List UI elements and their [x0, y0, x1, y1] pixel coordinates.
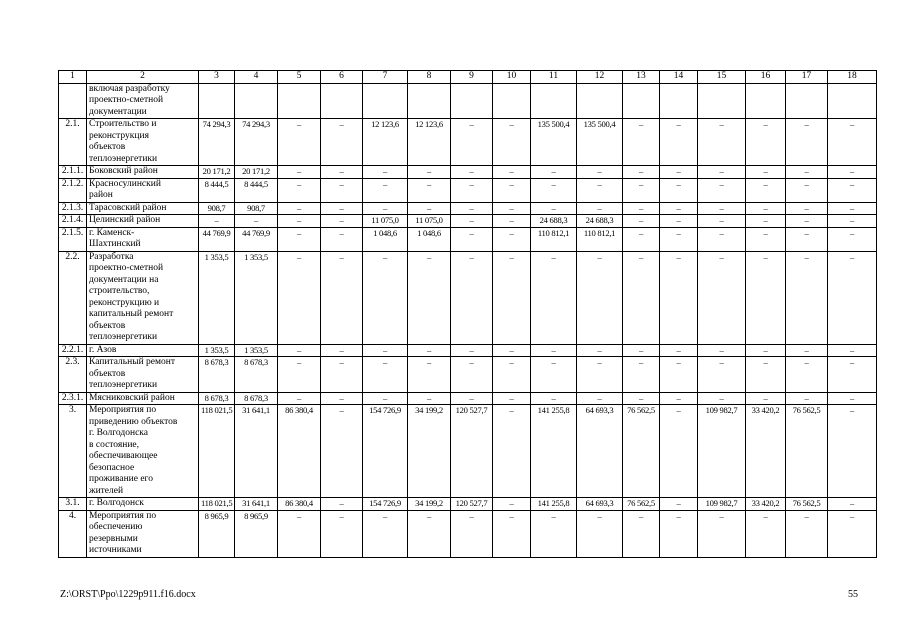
column-header: 11: [531, 71, 577, 84]
table-cell: –: [660, 166, 698, 179]
table-cell: –: [408, 357, 451, 393]
table-cell: –: [828, 166, 877, 179]
table-row: [59, 83, 877, 119]
table-cell: –: [363, 510, 408, 557]
table-cell: –: [698, 202, 746, 215]
table-cell: 1 353,5: [199, 344, 235, 357]
table-cell: –: [235, 215, 278, 228]
column-header: 2: [87, 71, 199, 84]
table-cell: –: [363, 251, 408, 344]
row-name: Мероприятия по приведению объектов г. Волгодонска в состояние, обеспечивающее безопасное проживание его жителей: [87, 405, 199, 498]
table-cell: –: [577, 344, 623, 357]
table-cell: –: [786, 344, 828, 357]
column-header: 7: [363, 71, 408, 84]
table-cell: [623, 83, 660, 119]
table-cell: 24 688,3: [531, 215, 577, 228]
table-cell: 11 075,0: [363, 215, 408, 228]
table-cell: –: [786, 227, 828, 251]
row-name: включая разработку проектно-сметной документации: [87, 83, 199, 119]
table-cell: –: [321, 166, 363, 179]
table-row: [59, 405, 877, 498]
table-cell: –: [623, 227, 660, 251]
table-cell: [408, 83, 451, 119]
table-cell: –: [623, 119, 660, 166]
table-cell: –: [278, 392, 321, 405]
row-name: Строительство и реконструкция объектов теплоэнергетики: [87, 119, 199, 166]
row-number: [59, 83, 87, 119]
table-cell: 1 048,6: [363, 227, 408, 251]
table-row: [59, 119, 877, 166]
table-cell: –: [493, 227, 531, 251]
table-cell: –: [698, 178, 746, 202]
table-cell: 20 171,2: [199, 166, 235, 179]
table-cell: –: [278, 251, 321, 344]
table-cell: 76 562,5: [786, 498, 828, 511]
table-cell: 120 527,7: [451, 498, 493, 511]
table-cell: –: [321, 119, 363, 166]
row-number: 3.: [59, 405, 87, 498]
table-cell: [199, 83, 235, 119]
table-row: [59, 166, 877, 179]
table-cell: 8 678,3: [199, 357, 235, 393]
row-number: 2.1.: [59, 119, 87, 166]
table-row: [59, 357, 877, 393]
table-cell: –: [321, 344, 363, 357]
table-cell: [660, 83, 698, 119]
table-cell: –: [577, 251, 623, 344]
table-cell: 24 688,3: [577, 215, 623, 228]
column-header: 4: [235, 71, 278, 84]
table-cell: –: [786, 202, 828, 215]
column-header: 18: [828, 71, 877, 84]
table-cell: –: [786, 119, 828, 166]
table-cell: –: [623, 510, 660, 557]
table-cell: 118 021,5: [199, 498, 235, 511]
table-cell: 109 982,7: [698, 498, 746, 511]
column-header: 1: [59, 71, 87, 84]
column-header: 13: [623, 71, 660, 84]
row-number: 2.1.3.: [59, 202, 87, 215]
table-cell: –: [660, 202, 698, 215]
table-cell: –: [746, 166, 786, 179]
table-cell: 64 693,3: [577, 405, 623, 498]
table-cell: –: [451, 392, 493, 405]
table-cell: –: [786, 357, 828, 393]
table-cell: 34 199,2: [408, 405, 451, 498]
table-cell: –: [363, 202, 408, 215]
table-cell: –: [321, 357, 363, 393]
table-cell: –: [451, 166, 493, 179]
table-cell: –: [660, 510, 698, 557]
table-cell: [278, 83, 321, 119]
table-cell: –: [698, 166, 746, 179]
table-row: [59, 498, 877, 511]
table-cell: –: [363, 178, 408, 202]
table-cell: –: [493, 392, 531, 405]
table-cell: –: [321, 178, 363, 202]
table-cell: –: [493, 357, 531, 393]
table-cell: 31 641,1: [235, 405, 278, 498]
row-name: Целинский район: [87, 215, 199, 228]
table-cell: 76 562,5: [623, 498, 660, 511]
table-cell: –: [746, 178, 786, 202]
table-cell: 74 294,3: [235, 119, 278, 166]
table-cell: –: [278, 510, 321, 557]
table-cell: 8 965,9: [199, 510, 235, 557]
table-cell: –: [828, 119, 877, 166]
table-cell: 109 982,7: [698, 405, 746, 498]
table-cell: –: [623, 215, 660, 228]
table-cell: 8 444,5: [235, 178, 278, 202]
table-cell: –: [828, 215, 877, 228]
table-cell: –: [828, 510, 877, 557]
page-number: 55: [848, 589, 858, 600]
table-cell: –: [451, 178, 493, 202]
table-cell: [531, 83, 577, 119]
table-cell: 154 726,9: [363, 405, 408, 498]
table-cell: –: [698, 510, 746, 557]
table-cell: 110 812,1: [531, 227, 577, 251]
table-cell: 11 075,0: [408, 215, 451, 228]
row-name: Мероприятия по обеспечению резервными источниками: [87, 510, 199, 557]
table-cell: –: [278, 227, 321, 251]
table-cell: [235, 83, 278, 119]
table-cell: [746, 83, 786, 119]
column-header: 17: [786, 71, 828, 84]
table-cell: –: [698, 215, 746, 228]
row-name: Мясниковский район: [87, 392, 199, 405]
table-cell: –: [451, 119, 493, 166]
table-cell: 64 693,3: [577, 498, 623, 511]
table-cell: 110 812,1: [577, 227, 623, 251]
table-cell: 8 678,3: [235, 392, 278, 405]
table-cell: [577, 83, 623, 119]
table-cell: –: [408, 510, 451, 557]
table-cell: –: [660, 119, 698, 166]
table-cell: –: [321, 510, 363, 557]
table-cell: –: [577, 392, 623, 405]
table-cell: 120 527,7: [451, 405, 493, 498]
table-cell: –: [660, 405, 698, 498]
table-cell: 44 769,9: [235, 227, 278, 251]
table-cell: –: [363, 392, 408, 405]
table-cell: –: [531, 510, 577, 557]
table-cell: –: [408, 178, 451, 202]
table-cell: –: [698, 251, 746, 344]
column-header: 12: [577, 71, 623, 84]
table-cell: –: [531, 344, 577, 357]
table-cell: 1 353,5: [199, 251, 235, 344]
table-cell: –: [623, 392, 660, 405]
table-cell: 135 500,4: [531, 119, 577, 166]
table-cell: –: [451, 510, 493, 557]
table-cell: –: [828, 251, 877, 344]
table-cell: 20 171,2: [235, 166, 278, 179]
table-cell: –: [493, 166, 531, 179]
table-cell: –: [278, 344, 321, 357]
table-cell: –: [623, 166, 660, 179]
table-cell: –: [531, 202, 577, 215]
table-cell: 12 123,6: [408, 119, 451, 166]
table-cell: –: [786, 251, 828, 344]
table-cell: [363, 83, 408, 119]
table-cell: –: [786, 392, 828, 405]
table-cell: –: [746, 119, 786, 166]
table-cell: –: [828, 202, 877, 215]
table-body: [59, 71, 877, 558]
table-cell: –: [828, 405, 877, 498]
table-cell: –: [828, 227, 877, 251]
table-cell: 34 199,2: [408, 498, 451, 511]
table-cell: –: [493, 215, 531, 228]
table-cell: –: [363, 166, 408, 179]
table-cell: –: [408, 166, 451, 179]
row-name: г. Волгодонск: [87, 498, 199, 511]
table-cell: –: [577, 510, 623, 557]
row-name: г. Каменск- Шахтинский: [87, 227, 199, 251]
table-cell: 141 255,8: [531, 498, 577, 511]
header-row: [59, 71, 877, 84]
row-number: 4.: [59, 510, 87, 557]
column-header: 15: [698, 71, 746, 84]
table-cell: –: [493, 178, 531, 202]
table-cell: –: [828, 498, 877, 511]
table-cell: –: [451, 202, 493, 215]
table-cell: [451, 83, 493, 119]
row-number: 2.1.2.: [59, 178, 87, 202]
column-header: 3: [199, 71, 235, 84]
table-cell: 1 353,5: [235, 344, 278, 357]
row-number: 2.3.1.: [59, 392, 87, 405]
table-cell: –: [408, 344, 451, 357]
table-cell: –: [623, 344, 660, 357]
table-cell: –: [493, 344, 531, 357]
table-cell: –: [493, 202, 531, 215]
table-cell: –: [828, 357, 877, 393]
row-name: Боковский район: [87, 166, 199, 179]
table-cell: 44 769,9: [199, 227, 235, 251]
table-cell: –: [577, 202, 623, 215]
table-cell: –: [451, 215, 493, 228]
table-cell: 76 562,5: [623, 405, 660, 498]
table-cell: –: [531, 392, 577, 405]
table-cell: 33 420,2: [746, 498, 786, 511]
table-cell: –: [278, 166, 321, 179]
table-cell: –: [278, 215, 321, 228]
table-cell: 76 562,5: [786, 405, 828, 498]
row-number: 2.3.: [59, 357, 87, 393]
table-cell: 8 678,3: [199, 392, 235, 405]
table-cell: –: [199, 215, 235, 228]
table-cell: –: [321, 251, 363, 344]
table-cell: 8 965,9: [235, 510, 278, 557]
table-cell: –: [698, 392, 746, 405]
table-cell: 86 380,4: [278, 405, 321, 498]
table-cell: –: [746, 251, 786, 344]
table-cell: –: [786, 215, 828, 228]
table-cell: –: [321, 392, 363, 405]
row-number: 3.1.: [59, 498, 87, 511]
table-cell: 141 255,8: [531, 405, 577, 498]
table-cell: –: [451, 227, 493, 251]
table-row: [59, 202, 877, 215]
table-cell: –: [577, 178, 623, 202]
column-header: 9: [451, 71, 493, 84]
table-cell: –: [278, 202, 321, 215]
table-cell: –: [363, 344, 408, 357]
table-cell: –: [531, 178, 577, 202]
table-cell: –: [698, 119, 746, 166]
table-cell: –: [408, 392, 451, 405]
table-cell: –: [363, 357, 408, 393]
table-cell: 135 500,4: [577, 119, 623, 166]
table-row: [59, 344, 877, 357]
row-name: Разработка проектно-сметной документации на строительство, реконструкцию и капитальный ремонт объектов теплоэнергетики: [87, 251, 199, 344]
table-cell: –: [746, 392, 786, 405]
table-row: [59, 251, 877, 344]
table-cell: –: [321, 405, 363, 498]
table-cell: –: [278, 178, 321, 202]
column-header: 8: [408, 71, 451, 84]
table-cell: 74 294,3: [199, 119, 235, 166]
column-header: 14: [660, 71, 698, 84]
table-cell: –: [321, 227, 363, 251]
table-cell: –: [623, 178, 660, 202]
table-cell: [493, 83, 531, 119]
row-name: Красносулинский район: [87, 178, 199, 202]
table-cell: –: [746, 215, 786, 228]
table-cell: –: [493, 119, 531, 166]
table-cell: –: [660, 251, 698, 344]
table-cell: 12 123,6: [363, 119, 408, 166]
table-cell: –: [408, 251, 451, 344]
table-cell: 1 048,6: [408, 227, 451, 251]
table-cell: 31 641,1: [235, 498, 278, 511]
table-cell: –: [786, 178, 828, 202]
table-cell: 1 353,5: [235, 251, 278, 344]
table-cell: –: [828, 392, 877, 405]
row-number: 2.2.: [59, 251, 87, 344]
table-cell: –: [660, 392, 698, 405]
table-cell: –: [698, 344, 746, 357]
table-cell: –: [577, 166, 623, 179]
table-cell: –: [786, 166, 828, 179]
table-cell: –: [531, 251, 577, 344]
row-number: 2.2.1.: [59, 344, 87, 357]
table-cell: –: [623, 357, 660, 393]
table-cell: –: [493, 405, 531, 498]
table-cell: –: [660, 357, 698, 393]
file-path: Z:\ORST\Ppo\1229p911.f16.docx: [60, 589, 196, 600]
table-cell: [828, 83, 877, 119]
table-cell: –: [660, 215, 698, 228]
table-cell: –: [623, 202, 660, 215]
table-cell: –: [408, 202, 451, 215]
table-cell: –: [660, 227, 698, 251]
table-cell: –: [660, 178, 698, 202]
table-row: [59, 215, 877, 228]
table-cell: 154 726,9: [363, 498, 408, 511]
table-cell: –: [278, 119, 321, 166]
table-cell: –: [660, 344, 698, 357]
table-cell: [698, 83, 746, 119]
table-cell: –: [698, 227, 746, 251]
table-row: [59, 178, 877, 202]
table-cell: 33 420,2: [746, 405, 786, 498]
row-name: Капитальный ремонт объектов теплоэнергетики: [87, 357, 199, 393]
table-cell: 8 678,3: [235, 357, 278, 393]
column-header: 6: [321, 71, 363, 84]
table-cell: –: [493, 498, 531, 511]
table-cell: –: [493, 251, 531, 344]
table-cell: –: [321, 215, 363, 228]
table-cell: –: [577, 357, 623, 393]
table-row: [59, 510, 877, 557]
table-cell: –: [828, 344, 877, 357]
table-cell: 8 444,5: [199, 178, 235, 202]
column-header: 16: [746, 71, 786, 84]
table-cell: –: [660, 498, 698, 511]
table-cell: –: [786, 510, 828, 557]
table-cell: –: [531, 166, 577, 179]
row-name: г. Азов: [87, 344, 199, 357]
table-cell: –: [746, 344, 786, 357]
table-cell: 908,7: [199, 202, 235, 215]
row-number: 2.1.5.: [59, 227, 87, 251]
table-cell: 908,7: [235, 202, 278, 215]
table-cell: –: [451, 344, 493, 357]
table-cell: –: [828, 178, 877, 202]
table-cell: [786, 83, 828, 119]
table-cell: –: [493, 510, 531, 557]
table-cell: –: [746, 202, 786, 215]
table-cell: –: [531, 357, 577, 393]
table-cell: –: [698, 357, 746, 393]
table-row: [59, 392, 877, 405]
table-cell: –: [746, 510, 786, 557]
column-header: 5: [278, 71, 321, 84]
table-cell: 118 021,5: [199, 405, 235, 498]
table-cell: –: [321, 498, 363, 511]
table-cell: –: [451, 357, 493, 393]
table-row: [59, 227, 877, 251]
row-number: 2.1.4.: [59, 215, 87, 228]
row-name: Тарасовский район: [87, 202, 199, 215]
table-cell: [321, 83, 363, 119]
row-number: 2.1.1.: [59, 166, 87, 179]
data-table: [58, 70, 877, 558]
table-cell: –: [746, 357, 786, 393]
table-cell: –: [746, 227, 786, 251]
table-cell: –: [278, 357, 321, 393]
table-cell: 86 380,4: [278, 498, 321, 511]
table-cell: –: [451, 251, 493, 344]
column-header: 10: [493, 71, 531, 84]
table-cell: –: [321, 202, 363, 215]
table-cell: –: [623, 251, 660, 344]
